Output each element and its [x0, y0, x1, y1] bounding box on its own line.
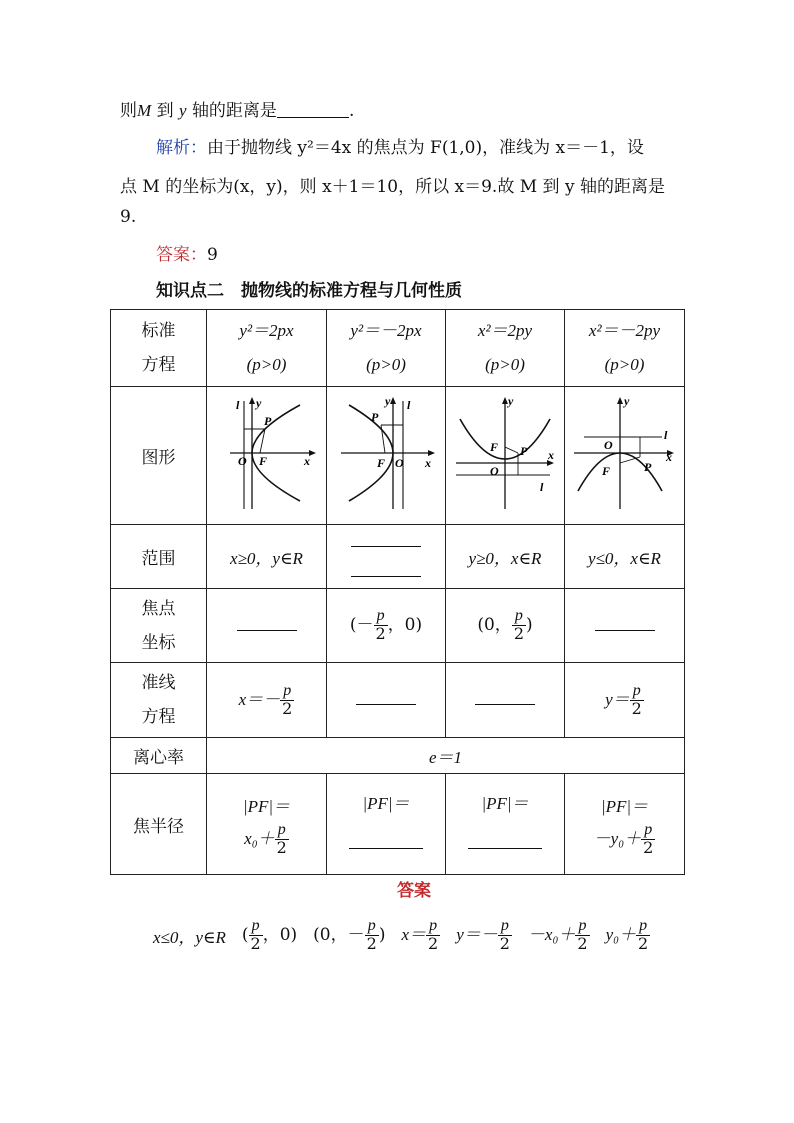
svg-text:F: F: [601, 463, 610, 478]
answer-label: 答案: [156, 245, 190, 265]
svg-text:y: y: [385, 393, 391, 408]
answer-item: y＝－ $\frac{p}{2}$: [456, 917, 510, 953]
svg-text:l: l: [235, 397, 239, 412]
section-title: 知识点二 抛物线的标准方程与几何性质: [156, 281, 462, 301]
row-graph: [111, 387, 685, 525]
svg-text:O: O: [395, 455, 404, 470]
header-graph: 图形: [111, 387, 207, 525]
directrix-cell: x＝－ $\frac{p}{2}$: [207, 663, 327, 738]
answer-heading: 答案: [397, 881, 431, 901]
graph-cell-up: [446, 387, 565, 525]
q-text: .: [348, 101, 355, 121]
analysis-line-2: [120, 172, 665, 197]
parabola-opens-right-graph: [212, 391, 322, 516]
focal-cell: |PF|＝ x₀＋ $\frac{p}{2}$: [207, 774, 327, 875]
svg-text:y: y: [623, 393, 629, 408]
analysis-label: 解析: [156, 138, 190, 158]
directrix-cell-blank: [446, 663, 565, 738]
graph-cell-down: [565, 387, 685, 525]
eccentricity-value: e＝1: [207, 738, 685, 774]
directrix-cell-blank: [327, 663, 446, 738]
equation-cell: x²＝－2py (p>0): [565, 310, 685, 387]
svg-text:O: O: [490, 463, 499, 478]
header-range: 范围: [111, 525, 207, 589]
range-cell: x≥0，y∈R: [207, 525, 327, 589]
parabola-opens-down-graph: [570, 391, 680, 516]
svg-text:l: l: [663, 427, 667, 442]
focal-cell-blank: |PF|＝: [327, 774, 446, 875]
answer-item: (0，－ $\frac{p}{2}$ ): [313, 917, 386, 953]
svg-text:y: y: [508, 393, 514, 408]
directrix-cell: y＝ $\frac{p}{2}$: [565, 663, 685, 738]
focal-cell: |PF|＝ －y₀＋ $\frac{p}{2}$: [565, 774, 685, 875]
svg-text:F: F: [258, 453, 267, 468]
row-eccentricity: [111, 738, 685, 774]
answer-item: －x₀＋ $\frac{p}{2}$: [527, 917, 588, 953]
svg-text:O: O: [237, 453, 247, 468]
header-standard-equation: 标准 方程: [111, 310, 207, 387]
graph-cell-left: [327, 387, 446, 525]
svg-text:P: P: [371, 409, 379, 424]
question-tail: [120, 96, 354, 121]
answer-item: x＝ $\frac{p}{2}$: [401, 917, 439, 953]
svg-text:x: x: [665, 449, 672, 464]
svg-text:P: P: [520, 443, 528, 458]
answer-value: 9: [207, 245, 218, 265]
parabola-opens-up-graph: [450, 391, 560, 516]
svg-text:P: P: [643, 459, 651, 474]
graph-cell-right: [207, 387, 327, 525]
header-focal-radius: 焦半径: [111, 774, 207, 875]
svg-text:P: P: [263, 413, 271, 428]
analysis-text: 由于抛物线 y²＝4x 的焦点为 F(1,0)，准线为 x＝－1，设: [207, 138, 644, 158]
answer-item: x≤0，y∈R: [153, 927, 226, 947]
header-eccentricity: 离心率: [111, 738, 207, 774]
focus-cell: (0， $\frac{p}{2}$ ): [446, 589, 565, 663]
svg-text:l: l: [407, 397, 411, 412]
range-cell-blank: [327, 525, 446, 589]
svg-text:y: y: [255, 395, 261, 410]
focal-cell-blank: |PF|＝: [446, 774, 565, 875]
focus-cell-blank: [565, 589, 685, 663]
parabola-opens-left-graph: [331, 391, 441, 516]
analysis-text: 点 M 的坐标为(x，y)，则 x＋1＝10，所以 x＝9.故 M 到 y 轴的距离是: [120, 177, 665, 197]
q-text: 则: [120, 101, 137, 121]
svg-text:F: F: [377, 455, 386, 470]
q-text: 到: [156, 101, 174, 121]
header-focus: 焦点 坐标: [111, 589, 207, 663]
equation-cell: y²＝2px (p>0): [207, 310, 327, 387]
q-var-m: M: [137, 101, 152, 120]
row-range: [111, 525, 685, 589]
analysis-text: 9.: [120, 207, 137, 227]
focus-cell: (－ $\frac{p}{2}$ ，0): [327, 589, 446, 663]
analysis-colon: ：: [190, 138, 207, 158]
row-standard-equation: [111, 310, 685, 387]
answer-item: ( $\frac{p}{2}$ ，0): [241, 917, 298, 953]
svg-text:x: x: [548, 447, 554, 462]
equation-cell: y²＝－2px (p>0): [327, 310, 446, 387]
svg-text:x: x: [303, 453, 310, 468]
analysis-line-3: [120, 207, 136, 227]
row-focal-radius: [111, 774, 685, 875]
answer-list: [153, 918, 693, 953]
row-focus: [111, 589, 685, 663]
q-text: 轴的距离是: [191, 101, 277, 121]
answer-colon: ：: [190, 245, 207, 265]
range-cell: y≥0，x∈R: [446, 525, 565, 589]
equation-cell: x²＝2py (p>0): [446, 310, 565, 387]
svg-text:O: O: [603, 437, 613, 452]
focus-cell-blank: [207, 589, 327, 663]
properties-table: [110, 309, 685, 875]
svg-text:F: F: [490, 439, 499, 454]
header-directrix: 准线 方程: [111, 663, 207, 738]
answer-line: [156, 240, 218, 265]
svg-text:l: l: [540, 479, 544, 494]
row-directrix: [111, 663, 685, 738]
svg-text:x: x: [425, 455, 431, 470]
analysis-line-1: [156, 133, 644, 158]
answer-item: y₀＋ $\frac{p}{2}$: [605, 917, 649, 953]
answer-blank: [277, 101, 349, 118]
q-var-y: y: [178, 101, 187, 120]
range-cell: y≤0，x∈R: [565, 525, 685, 589]
